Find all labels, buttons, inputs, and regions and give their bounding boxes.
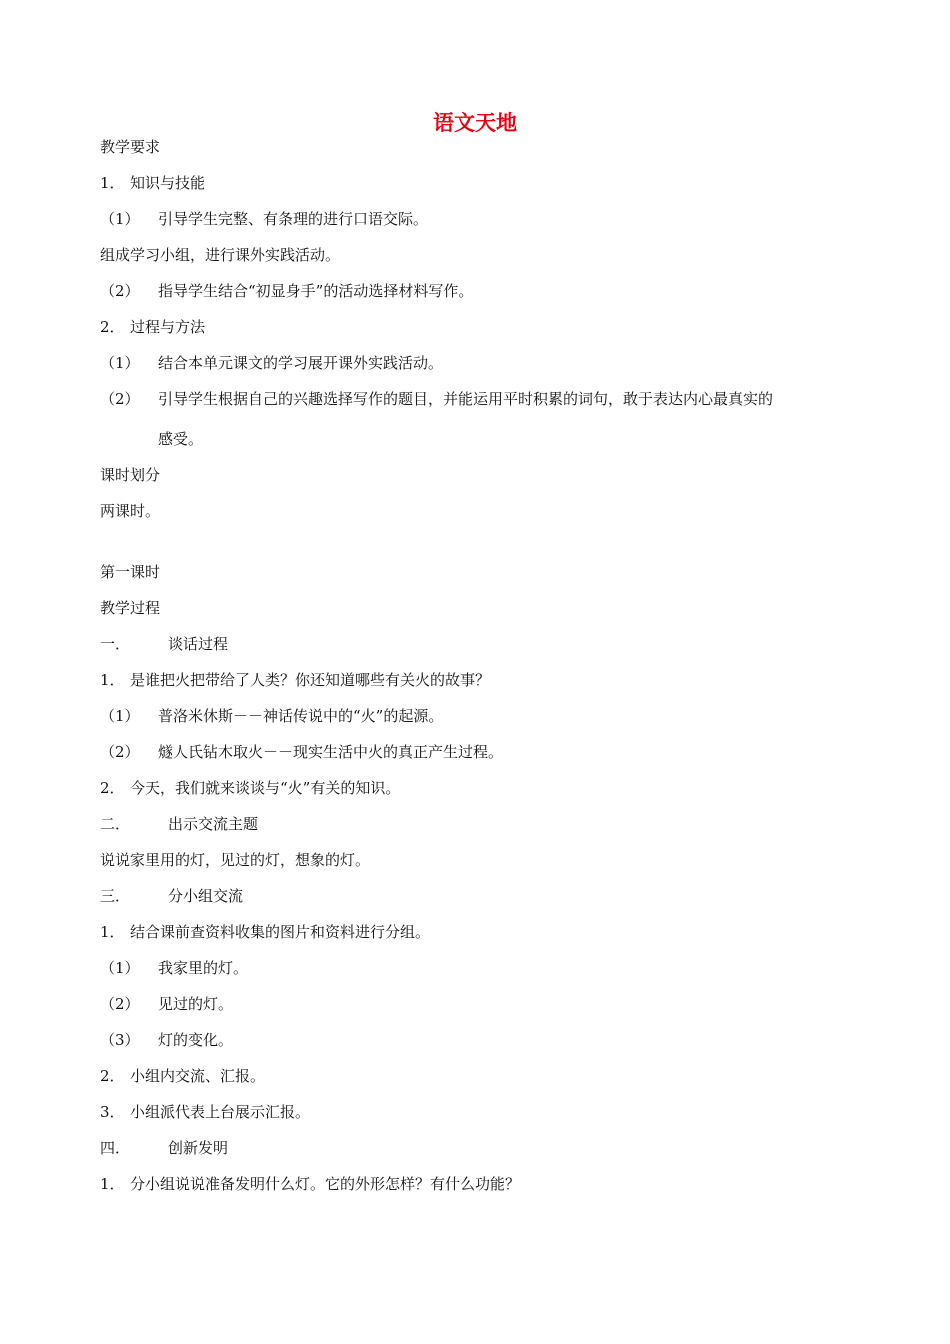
paragraph <box>100 849 370 871</box>
line-text: 知识与技能 <box>130 174 206 192</box>
item-number: 一． <box>100 635 131 653</box>
item-number: 三． <box>100 887 131 905</box>
item-number: （2） <box>100 995 140 1013</box>
list-item <box>100 957 248 979</box>
list-item <box>100 1101 310 1123</box>
line-text: 普洛米休斯－－神话传说中的“火”的起源。 <box>158 707 444 725</box>
line-text: 小组内交流、汇报。 <box>130 1067 266 1085</box>
step-heading <box>100 1137 228 1159</box>
line-text: 分小组说说准备发明什么灯。它的外形怎样？有什么功能？ <box>130 1175 521 1193</box>
list-item <box>100 172 205 194</box>
line-text: 见过的灯。 <box>158 995 234 1013</box>
step-heading <box>100 633 228 655</box>
item-number: （1） <box>100 354 140 372</box>
section-heading-teaching-requirements <box>100 136 160 158</box>
list-item-continuation: 感受。 <box>158 430 204 448</box>
step-heading <box>100 813 258 835</box>
list-item <box>100 777 400 799</box>
line-text: 课时划分 <box>100 466 161 484</box>
item-number: （2） <box>100 282 140 300</box>
list-item <box>100 208 428 230</box>
list-item <box>100 352 443 374</box>
item-number: 1． <box>100 671 125 689</box>
paragraph <box>100 500 160 522</box>
line-text: 谈话过程 <box>168 635 229 653</box>
line-text: 两课时。 <box>100 502 161 520</box>
item-number: 1． <box>100 174 125 192</box>
document-title: 语文天地 <box>433 111 517 135</box>
list-item <box>100 705 443 727</box>
section-heading-lesson-division <box>100 464 160 486</box>
line-text: 是谁把火把带给了人类？你还知道哪些有关火的故事？ <box>130 671 491 689</box>
section-heading-first-lesson <box>100 561 160 583</box>
item-number: 2． <box>100 1067 125 1085</box>
line-text: 引导学生完整、有条理的进行口语交际。 <box>158 210 429 228</box>
list-item <box>100 741 503 763</box>
item-number: 3． <box>100 1103 125 1121</box>
item-number: 2． <box>100 779 125 797</box>
item-number: （1） <box>100 210 140 228</box>
item-number: 1． <box>100 1175 125 1193</box>
line-text: 创新发明 <box>168 1139 229 1157</box>
line-text: 指导学生结合“初显身手”的活动选择材料写作。 <box>158 282 474 300</box>
list-item <box>100 921 430 943</box>
line-text: 结合本单元课文的学习展开课外实践活动。 <box>158 354 444 372</box>
line-text: 过程与方法 <box>130 318 206 336</box>
list-item <box>100 316 205 338</box>
item-number: （3） <box>100 1031 140 1049</box>
item-number: 四． <box>100 1139 131 1157</box>
line-text: 分小组交流 <box>168 887 244 905</box>
list-item <box>100 669 490 691</box>
line-text: 教学要求 <box>100 138 161 156</box>
line-text: 第一课时 <box>100 563 161 581</box>
item-number: （2） <box>100 390 140 408</box>
line-text: 小组派代表上台展示汇报。 <box>130 1103 311 1121</box>
list-item <box>100 388 773 410</box>
item-number: （1） <box>100 707 140 725</box>
item-number: （2） <box>100 743 140 761</box>
list-item <box>100 280 473 302</box>
line-text: 燧人氏钻木取火－－现实生活中火的真正产生过程。 <box>158 743 504 761</box>
line-text: 教学过程 <box>100 599 161 617</box>
list-item <box>100 1173 520 1195</box>
item-number: （1） <box>100 959 140 977</box>
line-text: 灯的变化。 <box>158 1031 234 1049</box>
line-text: 出示交流主题 <box>168 815 259 833</box>
list-item <box>100 993 233 1015</box>
line-text: 我家里的灯。 <box>158 959 249 977</box>
paragraph <box>100 244 340 266</box>
step-heading <box>100 885 243 907</box>
list-item <box>100 1029 233 1051</box>
item-number: 2． <box>100 318 125 336</box>
list-item <box>100 1065 265 1087</box>
line-text: 组成学习小组，进行课外实践活动。 <box>100 246 341 264</box>
line-text: 结合课前查资料收集的图片和资料进行分组。 <box>130 923 431 941</box>
item-number: 1． <box>100 923 125 941</box>
item-number: 二． <box>100 815 131 833</box>
line-text: 今天，我们就来谈谈与“火”有关的知识。 <box>130 779 401 797</box>
line-text: 说说家里用的灯，见过的灯，想象的灯。 <box>100 851 371 869</box>
section-heading-teaching-process <box>100 597 160 619</box>
line-text: 引导学生根据自己的兴趣选择写作的题目，并能运用平时积累的词句，敢于表达内心最真实的 <box>158 390 774 408</box>
